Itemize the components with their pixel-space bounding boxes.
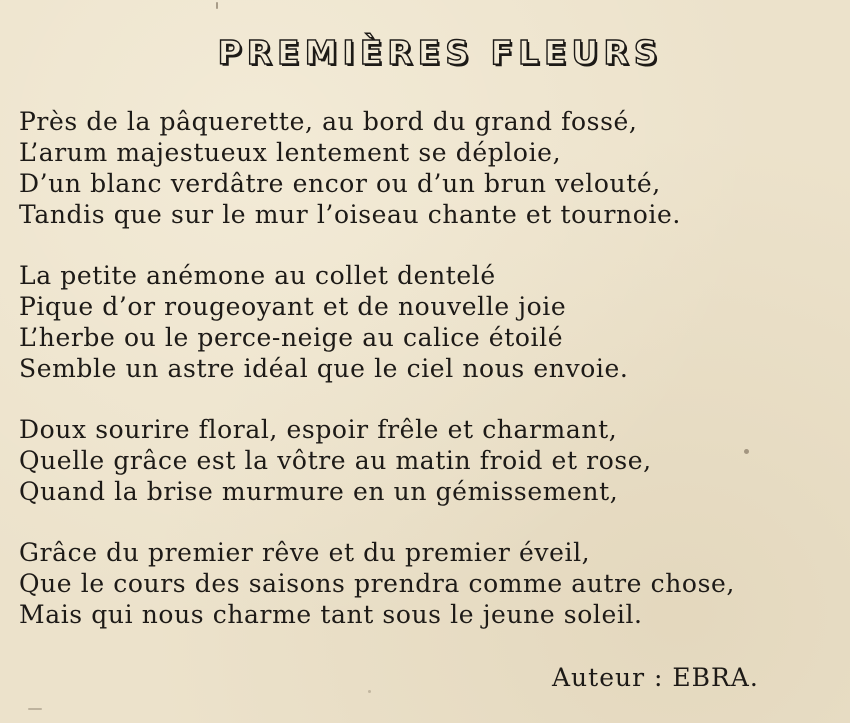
stanza-4	[19, 537, 839, 630]
poem-line: Mais qui nous charme tant sous le jeune soleil.	[19, 600, 643, 629]
paper-speck	[368, 690, 371, 693]
poem-line: Quelle grâce est la vôtre au matin froid et rose,	[19, 446, 652, 475]
paper-speck	[28, 708, 42, 710]
poem-line: Grâce du premier rêve et du premier éveil,	[19, 538, 591, 567]
poem-line: Doux sourire floral, espoir frêle et charmant,	[19, 415, 618, 444]
stanza-2	[19, 260, 839, 384]
poem-title: PREMIÈRES FLEURS	[217, 33, 663, 72]
poem-line: Tandis que sur le mur l’oiseau chante et tournoie.	[19, 200, 681, 229]
stanza-3	[19, 414, 839, 507]
poem-line: Pique d’or rougeoyant et de nouvelle joie	[19, 292, 567, 321]
poem-line: L’arum majestueux lentement se déploie,	[19, 138, 562, 167]
poem-line: Semble un astre idéal que le ciel nous envoie.	[19, 354, 629, 383]
poem-line: Que le cours des saisons prendra comme autre chose,	[19, 569, 735, 598]
author-signature: Auteur : EBRA.	[552, 663, 759, 692]
paper-speck	[216, 2, 218, 9]
stanza-1	[19, 106, 839, 230]
poem-line: L’herbe ou le perce-neige au calice étoilé	[19, 323, 564, 352]
paper-speck	[744, 449, 749, 454]
poem-line: D’un blanc verdâtre encor ou d’un brun velouté,	[19, 169, 661, 198]
poem-line: Quand la brise murmure en un gémissement,	[19, 477, 619, 506]
poem-body	[19, 106, 839, 660]
poem-line: La petite anémone au collet dentelé	[19, 261, 496, 290]
poem-line: Près de la pâquerette, au bord du grand fossé,	[19, 107, 638, 136]
